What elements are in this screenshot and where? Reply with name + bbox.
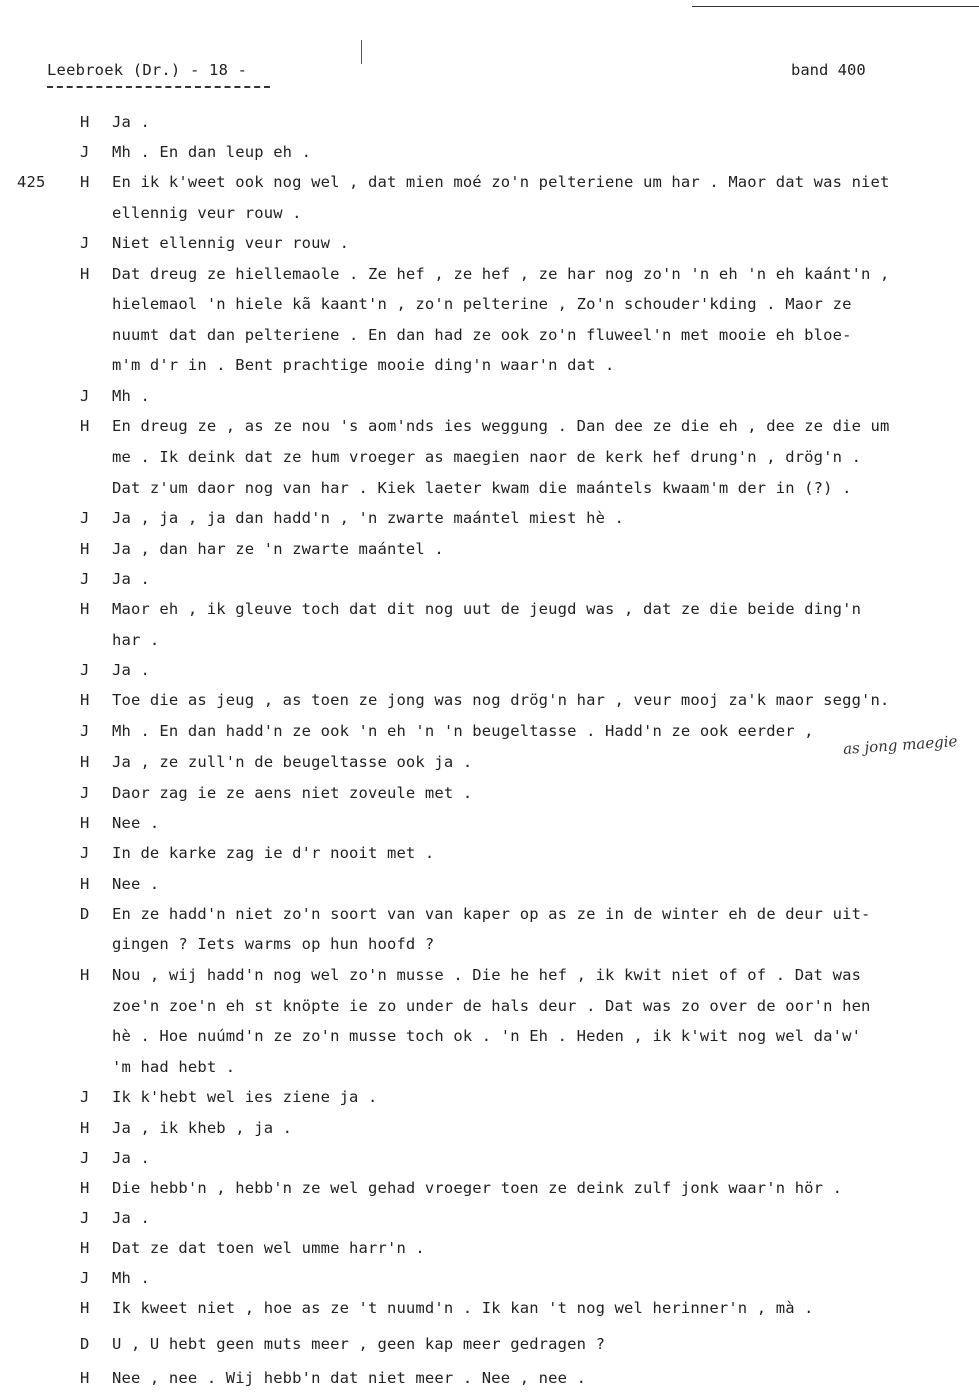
utterance-text: Mh . En dan leup eh . [112,143,312,161]
margin-counter: 425 [17,173,46,191]
utterance-text: Ja , dan har ze 'n zwarte maántel . [112,540,444,558]
page-header-right: band 400 [791,61,866,79]
utterance-text: En dreug ze , as ze nou 's aom'nds ies weggung . Dan dee ze die eh , dee ze die um [112,417,890,435]
utterance-text: Niet ellennig veur rouw . [112,234,350,252]
utterance-text: Nou , wij hadd'n nog wel zo'n musse . Die he hef , ik kwit niet of of . Dat was [112,966,862,984]
speaker-label: J [80,784,90,802]
speaker-label: D [80,905,90,923]
utterance-text: En ik k'weet ook nog wel , dat mien moé zo'n pelteriene um har . Maor dat was niet [112,173,890,191]
speaker-label: D [80,1335,90,1353]
speaker-label: J [80,143,90,161]
utterance-text: Ja . [112,113,150,131]
utterance-text: har . [112,631,160,649]
utterance-text: gingen ? Iets warms op hun hoofd ? [112,935,435,953]
speaker-label: J [80,722,90,740]
utterance-text: Ja . [112,661,150,679]
utterance-text: Mh . [112,387,150,405]
utterance-text: Ja . [112,1209,150,1227]
utterance-text: Dat ze dat toen wel umme harr'n . [112,1239,425,1257]
utterance-text: Ja . [112,570,150,588]
speaker-label: H [80,814,90,832]
utterance-text: Nee . [112,875,160,893]
speaker-label: H [80,600,90,618]
utterance-text: hè . Hoe nuúmd'n ze zo'n musse toch ok . 'n Eh . Heden , ik k'wit nog wel da'w' [112,1027,862,1045]
page-header-left: Leebroek (Dr.) - 18 - [47,61,248,79]
utterance-text: Ja , ja , ja dan hadd'n , 'n zwarte maántel miest hè . [112,509,625,527]
speaker-label: J [80,1209,90,1227]
utterance-text: Toe die as jeug , as toen ze jong was nog drög'n har , veur mooj za'k maor segg'n. [112,691,890,709]
speaker-label: H [80,1119,90,1137]
speaker-label: H [80,1239,90,1257]
utterance-text: Die hebb'n , hebb'n ze wel gehad vroeger toen ze deink zulf jonk waar'n hör . [112,1179,843,1197]
speaker-label: H [80,1369,90,1387]
utterance-text: Ja , ze zull'n de beugeltasse ook ja . [112,753,473,771]
utterance-text: En ze hadd'n niet zo'n soort van van kaper op as ze in de winter eh de deur uit- [112,905,871,923]
utterance-text: ellennig veur rouw . [112,204,302,222]
utterance-text: me . Ik deink dat ze hum vroeger as maegien naor de kerk hef drung'n , drög'n . [112,448,862,466]
speaker-label: J [80,1088,90,1106]
utterance-text: Ja . [112,1149,150,1167]
utterance-text: m'm d'r in . Bent prachtige mooie ding'n waar'n dat . [112,356,615,374]
speaker-label: J [80,844,90,862]
speaker-label: H [80,265,90,283]
utterance-text: Ja , ik kheb , ja . [112,1119,293,1137]
utterance-text: Ik k'hebt wel ies ziene ja . [112,1088,378,1106]
handwritten-annotation: as jong maegie [842,732,958,758]
speaker-label: H [80,173,90,191]
utterance-text: U , U hebt geen muts meer , geen kap meer gedragen ? [112,1335,606,1353]
utterance-text: Mh . En dan hadd'n ze ook 'n eh 'n 'n beugeltasse . Hadd'n ze ook eerder , [112,722,814,740]
utterance-text: Nee , nee . Wij hebb'n dat niet meer . Nee , nee . [112,1369,587,1387]
speaker-label: J [80,234,90,252]
utterance-text: Dat dreug ze hiellemaole . Ze hef , ze hef , ze har nog zo'n 'n eh 'n eh kaánt'n , [112,265,890,283]
speaker-label: H [80,966,90,984]
speaker-label: H [80,113,90,131]
utterance-text: zoe'n zoe'n eh st knöpte ie zo under de hals deur . Dat was zo over de oor'n hen [112,997,871,1015]
speaker-label: H [80,875,90,893]
speaker-label: H [80,417,90,435]
top-rule [692,6,979,7]
speaker-label: H [80,1179,90,1197]
utterance-text: Ik kweet niet , hoe as ze 't nuumd'n . Ik kan 't nog wel herinner'n , mà . [112,1299,814,1317]
utterance-text: In de karke zag ie d'r nooit met . [112,844,435,862]
utterance-text: Daor zag ie ze aens niet zoveule met . [112,784,473,802]
utterance-text: 'm had hebt . [112,1058,236,1076]
utterance-text: hielemaol 'n hiele kã kaant'n , zo'n pelterine , Zo'n schouder'kding . Maor ze [112,295,852,313]
speaker-label: J [80,387,90,405]
speaker-label: H [80,1299,90,1317]
header-underline [47,86,270,88]
scan-mark [361,40,362,64]
utterance-text: nuumt dat dan pelteriene . En dan had ze ook zo'n fluweel'n met mooie eh bloe- [112,326,852,344]
utterance-text: Mh . [112,1269,150,1287]
speaker-label: J [80,1269,90,1287]
speaker-label: J [80,1149,90,1167]
speaker-label: H [80,691,90,709]
utterance-text: Maor eh , ik gleuve toch dat dit nog uut de jeugd was , dat ze die beide ding'n [112,600,862,618]
utterance-text: Nee . [112,814,160,832]
speaker-label: J [80,570,90,588]
speaker-label: J [80,509,90,527]
speaker-label: H [80,753,90,771]
speaker-label: H [80,540,90,558]
speaker-label: J [80,661,90,679]
utterance-text: Dat z'um daor nog van har . Kiek laeter kwam die maántels kwaam'm der in (?) . [112,479,852,497]
